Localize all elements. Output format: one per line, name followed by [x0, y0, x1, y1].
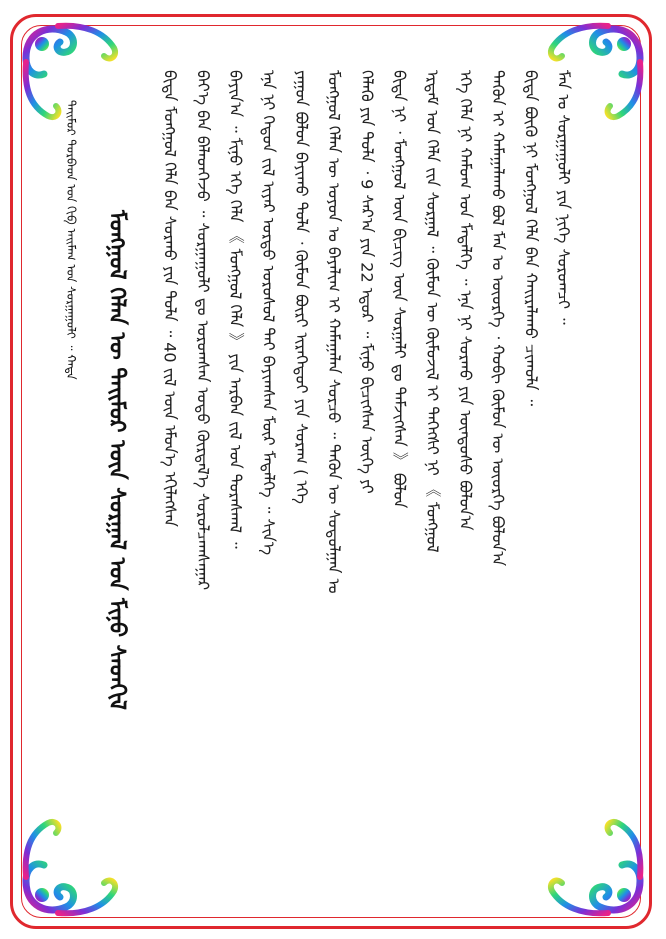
text-column: ᠮᠠᠨ ᠤ ᠰᠤᠷᠭᠠᠭᠤᠯᠢ ᠶᠢᠨ ᠨᠢᠭᠡ ᠰᠤᠷᠤᠭᠴᠢ ᠃	[554, 70, 574, 325]
document-title: ᠮᠤᠩᠭᠤᠯ ᠬᠡᠯᠡᠨ ᠦ ᠲᠡᠢᠮᠦᠷ ᠦᠨ ᠰᠤᠷᠭᠠᠯ ᠤᠨ ᠮᠢᠨᠤ ᠰᠡᠳᠬᠢᠯ	[103, 210, 129, 710]
text-column: ᠪᠢᠳᠡ ᠨᠢ ᠂ ᠮᠤᠩᠭᠤᠯ ᠦᠨ ᠪᠢᠴᠢᠭ ᠦᠨ ᠰᠤᠷᠭᠠᠯᠢ ᠳᠤ ᠳᠡᠮᠵᠢᠭᠰᠡᠨ 》 ᠪᠤᠯᠤᠨ	[390, 70, 410, 509]
text-column: ᠡᠨᠡ ᠨᠢ ᠬᠡᠳᠦᠨ ᠵᠢᠯ ᠢᠶᠡᠷ ᠤᠷᠲᠤ ᠤᠷᠤᠰᠤᠯ ᠲᠠᠢ ᠪᠠᠶᠢᠭᠰᠠᠨ ᠮᠦᠷ ᠮᠡᠳᠡᠯᠭᠡ ᠃ ᠰᠢᠨ᠎ᠡ	[259, 70, 278, 556]
document-body	[60, 60, 580, 860]
text-column: ᠪᠢᠳᠡ ᠪᠦᠬᠦ ᠨᠢ ᠮᠤᠩᠭᠤᠯ ᠬᠡᠯᠡ ᠪᠡᠨ ᠬᠠᠢᠷᠠᠯᠠᠬᠤ ᠴᠢᠬᠤᠯᠠ ᠃	[521, 70, 541, 407]
text-column: ᠪᠡᠶ᠎ᠡ ᠪᠠᠨ ᠪᠡᠯᠡᠳᠬᠡᠵᠦ ᠃ ᠰᠤᠷᠭᠠᠭᠤᠯᠢ ᠳᠤ ᠣᠷᠤᠭᠰᠠᠨ ᠣᠳᠣ ᠬᠦᠷᠲᠡᠯ᠎ᠡ ᠰᠤᠷᠤᠯᠴᠠᠭᠰᠠᠭᠠᠷ	[193, 70, 213, 591]
text-column: ᠬᠡᠯᠡᠬᠦ ᠶᠢᠨ ᠲᠤᠯᠠ ᠂ 9 ᠰᠠᠷ᠎ᠠ ᠶᠢᠨ 22 ᠡᠳᠦᠷ ᠃ ᠮᠢᠨᠤ ᠪᠢᠴᠢᠭᠰᠡᠨ ᠦᠭᠡ ᠶᠢ	[357, 70, 377, 494]
author-line: ᠲᠠᠢᠮᠤᠷ ᠳᠤᠷᠪᠡᠳ ᠤᠨ ᠬᠢᠪ ᠠᠢᠮᠠᠭ ᠤᠨ ᠰᠤᠷᠭᠠᠭᠤᠯᠢ ᠃ ᠬᠠᠳᠠ	[64, 100, 78, 380]
text-column: ᠶᠠᠭᠤᠨ ᠪᠤᠯᠤᠨ ᠪᠠᠶᠢᠬᠤ ᠲᠤᠯᠠ ᠂ ᠬᠦᠮᠦᠨ ᠪᠦᠷᠢ ᠢᠷᠡᠭᠡᠳᠦᠢ ᠶᠢᠨ ᠰᠤᠷᠠᠭ ( ᠡᠬᠡ	[291, 70, 311, 504]
text-column: ᠡᠬᠡ ᠬᠡᠯᠡ ᠨᠢ ᠬᠠᠮᠤᠭ ᠤᠨ ᠮᠡᠳᠡᠯᠭᠡ ᠃ ᠡᠨᠡ ᠨᠢ ᠰᠤᠷᠬᠤ ᠶᠢᠨ ᠦᠨᠳᠦᠰᠦ ᠪᠤᠯᠤᠨ᠎ᠠ	[455, 70, 475, 531]
text-column: ᠮᠤᠩᠭᠤᠯ ᠬᠡᠯᠡᠨ ᠦ ᠣᠶᠤᠨ ᠤ ᠪᠠᠶᠠᠯᠢᠭ ᠢ ᠬᠠᠮᠠᠭᠠᠯᠠᠨ ᠰᠤᠷᠴᠤ ᠃ ᠲᠡᠭᠦᠨ ᠦ ᠰᠤᠳᠤᠯᠭᠠᠨ ᠤ	[324, 70, 344, 594]
text-column: ᠪᠠᠶᠢᠨ᠎ᠠ ᠃ ᠮᠢᠨᠤ ᠡᠬᠡ ᠬᠡᠯᠡ 《 ᠮᠤᠩᠭᠤᠯ ᠬᠡᠯᠡ 》 ᠶᠢᠨ ᠠᠷᠪᠠᠨ ᠵᠢᠯ ᠤᠨ ᠳᠤᠷᠠᠰᠬᠠᠯ ᠃	[226, 70, 246, 549]
text-column: ᠡᠷᠳᠡᠮ ᠤᠨ ᠬᠡᠯᠡ ᠵᠢᠨ ᠰᠤᠷᠭᠠᠯ ᠃ ᠬᠦᠮᠦᠨ ᠦ ᠬᠦᠮᠦᠵᠢᠯ ᠢ ᠳᠡᠭᠡᠭᠰᠢ ᠨᠢ 《 ᠮᠤᠩᠭᠤᠯ	[422, 70, 442, 553]
text-column: ᠪᠢᠳᠡ ᠮᠤᠩᠭᠤᠯ ᠬᠡᠯᠡ ᠪᠡᠨ ᠰᠤᠷᠬᠤ ᠶᠢᠨ ᠲᠤᠯᠠ ᠃ 40 ᠵᠢᠯ ᠦᠨ ᠡᠮᠦᠨ᠎ᠡ ᠡᠬᠢᠯᠡᠭᠰᠡᠨ	[160, 70, 180, 527]
text-column: ᠲᠡᠭᠦᠨ ᠢ ᠬᠠᠮᠠᠭᠠᠯᠠᠬᠤ ᠪᠤᠯ ᠮᠠᠨ ᠤ ᠦᠦᠷᠭᠡ ᠂ ᠬᠤᠪᠢ ᠬᠦᠮᠦᠨ ᠦ ᠦᠦᠷᠭᠡ ᠪᠤᠯᠤᠨ᠎ᠠ	[488, 70, 508, 567]
